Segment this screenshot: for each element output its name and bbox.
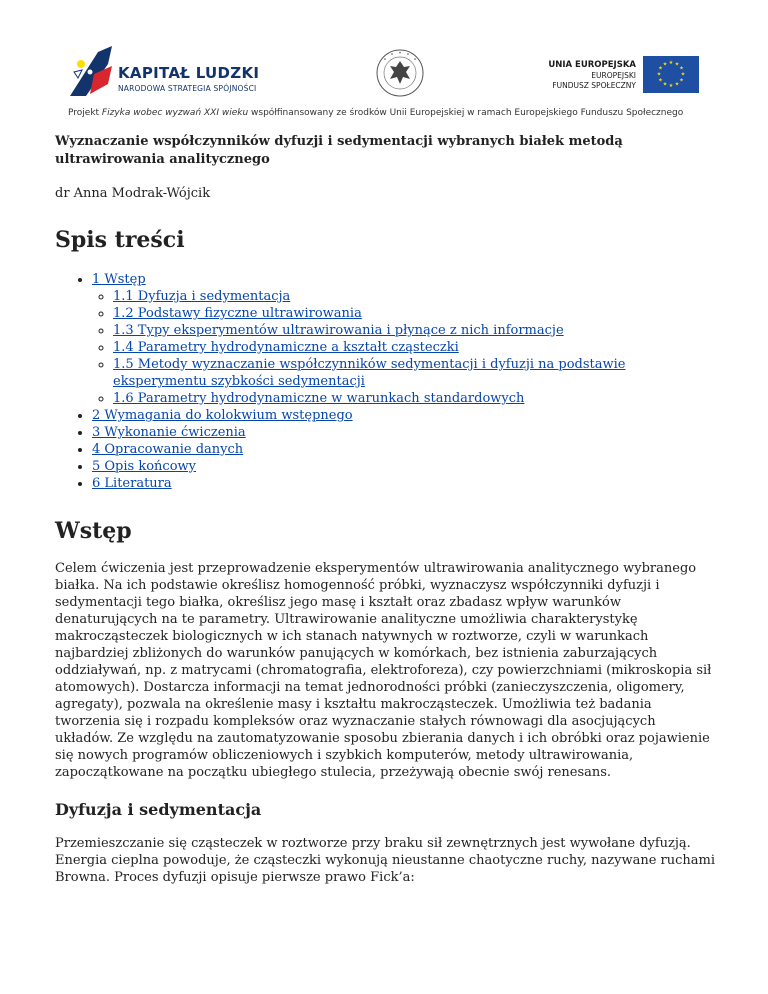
toc-subitem <box>113 356 715 390</box>
toc-link-1-1[interactable]: 1.1 Dyfuzja i sedymentacja <box>113 289 291 304</box>
toc-item <box>92 271 715 407</box>
toc-subitem <box>113 390 715 407</box>
toc-subitem <box>113 339 715 356</box>
section-heading-intro: Wstęp <box>55 518 132 544</box>
project-prefix: Projekt <box>68 108 102 118</box>
svg-text:★: ★ <box>658 65 663 72</box>
svg-text:★: ★ <box>679 77 684 84</box>
toc-subitem <box>113 305 715 322</box>
eu-title: UNIA EUROPEJSKA <box>548 60 636 70</box>
toc-link-1-4[interactable]: 1.4 Parametry hydrodynamiczne a kształt cząsteczki <box>113 340 459 355</box>
svg-text:★: ★ <box>674 61 680 68</box>
kapital-ludzki-text <box>118 64 259 93</box>
toc-item <box>92 441 715 458</box>
kapital-title: KAPITAŁ LUDZKI <box>118 64 260 82</box>
subsection-heading-diffusion: Dyfuzja i sedymentacja <box>55 800 262 819</box>
svg-text:★: ★ <box>662 81 668 88</box>
project-line <box>68 108 683 118</box>
toc-subitem <box>113 288 715 305</box>
svg-text:★: ★ <box>668 83 674 89</box>
svg-text:★: ★ <box>680 71 686 78</box>
main-content <box>55 130 715 886</box>
toc-heading: Spis treści <box>55 227 185 253</box>
project-suffix: współfinansowany ze środków Unii Europejskiej w ramach Europejskiego Funduszu Społecznego <box>248 108 684 118</box>
toc-item <box>92 475 715 492</box>
toc-link-1-5[interactable]: 1.5 Metody wyznaczanie współczynników sedymentacji i dyfuzji na podstawie eksperymentu szybkości sedymentacji <box>113 357 626 389</box>
toc-item <box>92 458 715 475</box>
eu-flag-icon <box>643 56 699 93</box>
toc-item <box>92 407 715 424</box>
toc-sublist <box>92 288 715 407</box>
toc-link-1-3[interactable]: 1.3 Typy eksperymentów ultrawirowania i płynące z nich informacje <box>113 323 564 338</box>
svg-text:★: ★ <box>662 61 668 68</box>
toc-link-3[interactable]: 3 Wykonanie ćwiczenia <box>92 425 246 440</box>
university-seal-icon <box>375 48 425 98</box>
kapital-subtitle: NARODOWA STRATEGIA SPÓJNOŚCI <box>118 84 257 93</box>
svg-text:★: ★ <box>658 77 663 84</box>
svg-text:★: ★ <box>679 65 684 72</box>
toc-link-1-2[interactable]: 1.2 Podstawy fizyczne ultrawirowania <box>113 306 362 321</box>
toc-item <box>92 424 715 441</box>
eu-text <box>520 60 636 91</box>
toc-link-4[interactable]: 4 Opracowanie danych <box>92 442 244 457</box>
author: dr Anna Modrak-Wójcik <box>55 186 211 201</box>
svg-text:★: ★ <box>668 60 674 66</box>
table-of-contents <box>55 271 715 492</box>
intro-paragraph: Celem ćwiczenia jest przeprowadzenie eksperymentów ultrawirowania analitycznego wybranego białka. Na ich podstawie określisz homogenność próbki, wyznaczysz współczynniki dyfuzji i sedymentacji tego białka, określisz jego masę i kształt oraz zbadasz wpływ warunków denaturujących na te parametry. Ultrawirowanie analityczne umożliwia charakterystykę makrocząsteczek biologicznych w ich stanach natywnych w roztworze, czyli w warunkach najbardziej zbliżonych do warunków panujących w komórkach, bez istnienia zaburzających oddziaływań, np. z matrycami (chromatografia, elektroforeza), czy powierzchniami (mikroskopia sił atomowych). Dostarcza informacji na temat jednorodności próbki (zanieczyszczenia, oligomery, agregaty), pozwala na określenie masy i kształtu makrocząsteczek. Umożliwia też badania tworzenia się i rozpadu kompleksów oraz wyznaczanie stałych równowagi dla asocjujących układów. Ze względu na zautomatyzowanie sposobu zbierania danych i ich obróbki oraz pojawienie się nowych programów obliczeniowych i szybkich komputerów, metody ultrawirowania, zapoczątkowane na początku ubiegłego stulecia, przeżywają obecnie swój renesans. <box>55 561 712 780</box>
toc-link-6[interactable]: 6 Literatura <box>92 476 172 491</box>
toc-link-1[interactable]: 1 Wstęp <box>92 272 146 287</box>
document-title: Wyznaczanie współczynników dyfuzji i sedymentacji wybranych białek metodą ultrawirowania analitycznego <box>55 134 623 167</box>
svg-text:★: ★ <box>674 81 680 88</box>
svg-text:★: ★ <box>656 71 662 78</box>
kapital-ludzki-logo-icon <box>68 44 114 98</box>
eu-subtitle-1: EUROPEJSKI <box>591 71 636 80</box>
eu-subtitle-2: FUNDUSZ SPOŁECZNY <box>552 81 636 90</box>
toc-link-1-6[interactable]: 1.6 Parametry hydrodynamiczne w warunkach standardowych <box>113 391 525 406</box>
toc-link-2[interactable]: 2 Wymagania do kolokwium wstępnego <box>92 408 353 423</box>
project-name: Fizyka wobec wyzwań XXI wieku <box>101 108 249 118</box>
header-banner <box>0 0 768 118</box>
toc-subitem <box>113 322 715 339</box>
toc-link-5[interactable]: 5 Opis końcowy <box>92 459 196 474</box>
diffusion-paragraph: Przemieszczanie się cząsteczek w roztworze przy braku sił zewnętrznych jest wywołane dyfuzją. Energia cieplna powoduje, że cząsteczki wykonują nieustanne chaotyczne ruchy, nazywane ruchami Browna. Proces dyfuzji opisuje pierwsze prawo Fick’a: <box>55 836 715 885</box>
